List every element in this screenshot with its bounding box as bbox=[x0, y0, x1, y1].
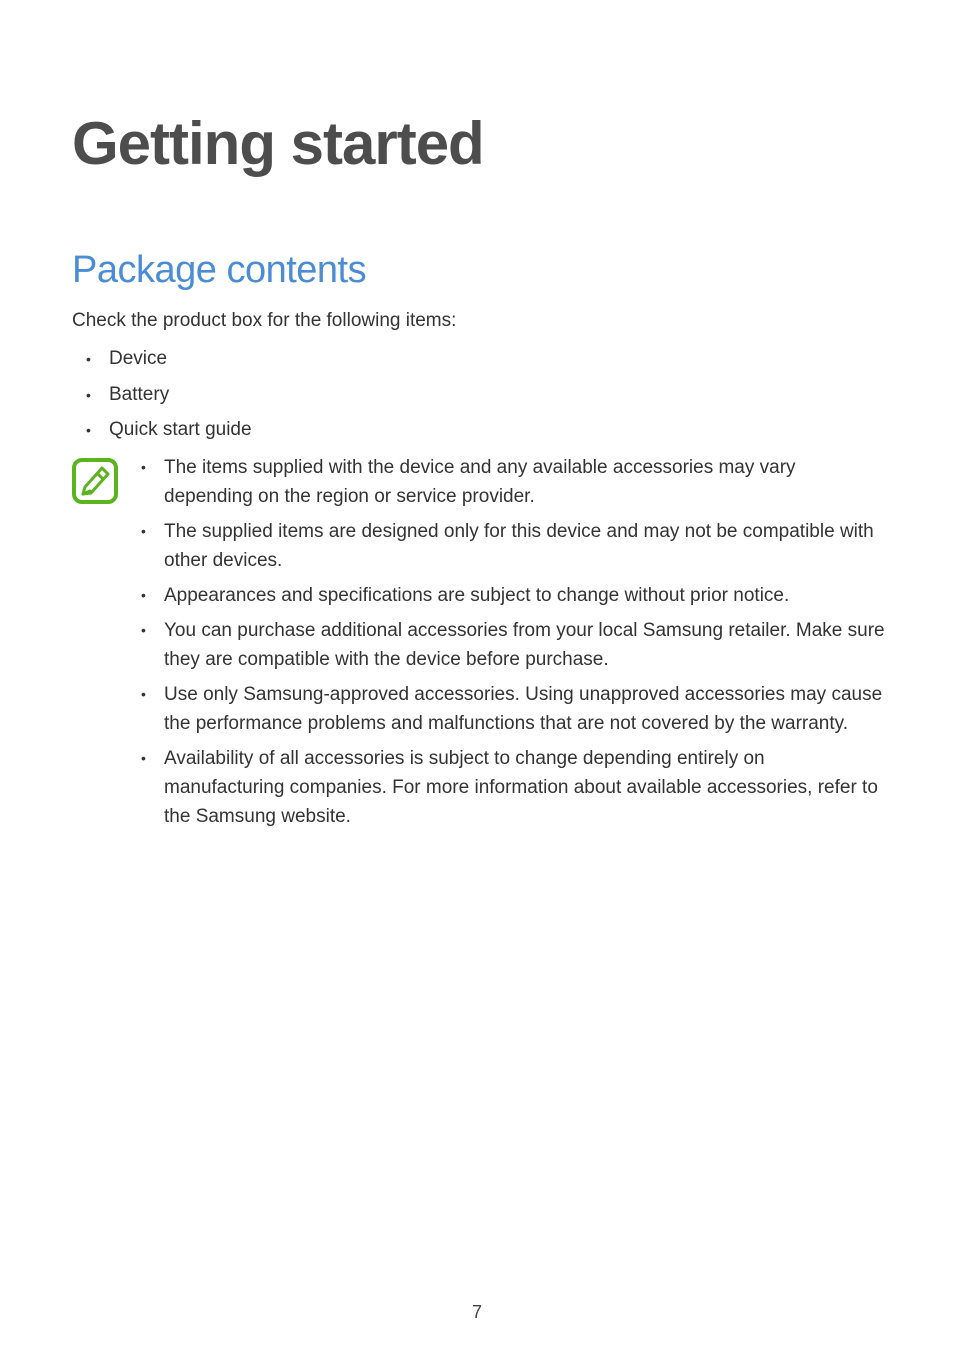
bullet: • bbox=[141, 459, 146, 475]
note-text: The supplied items are designed only for this device and may not be compatible with other devices. bbox=[164, 521, 874, 571]
list-item-text: Device bbox=[109, 348, 168, 369]
note-item bbox=[127, 680, 887, 738]
bullet: • bbox=[141, 686, 146, 702]
note-item bbox=[127, 517, 887, 575]
list-item-text: Quick start guide bbox=[109, 419, 252, 440]
page-number: 7 bbox=[471, 1302, 482, 1322]
intro-text: Check the product box for the following items: bbox=[72, 310, 457, 331]
bullet: • bbox=[141, 622, 146, 638]
note-text: You can purchase additional accessories from your local Samsung retailer. Make sure they are compatible with the device before purchase. bbox=[164, 620, 885, 670]
note-item bbox=[127, 744, 887, 831]
list-item bbox=[72, 382, 672, 408]
note-pencil-icon bbox=[72, 458, 118, 504]
bullet: • bbox=[141, 523, 146, 539]
note-item bbox=[127, 453, 887, 511]
package-items-list bbox=[72, 346, 672, 453]
section-title: Package contents bbox=[72, 249, 367, 291]
bullet: • bbox=[141, 587, 146, 603]
list-item bbox=[72, 417, 672, 443]
note-item bbox=[127, 581, 887, 610]
list-item-text: Battery bbox=[109, 383, 170, 405]
note-text: Use only Samsung-approved accessories. Using unapproved accessories may cause the performance problems and malfunctions that are not covered by the warranty. bbox=[164, 684, 883, 734]
chapter-title: Getting started bbox=[72, 110, 484, 177]
bullet: • bbox=[86, 351, 91, 367]
bullet: • bbox=[86, 422, 91, 438]
bullet: • bbox=[86, 386, 91, 403]
note-text: The items supplied with the device and any available accessories may vary depending on the region or service provider. bbox=[164, 457, 796, 507]
bullet: • bbox=[141, 750, 146, 766]
note-text: Availability of all accessories is subject to change depending entirely on manufacturing companies. For more information about available accessories, refer to the Samsung website. bbox=[164, 748, 878, 827]
notes-list bbox=[127, 453, 887, 837]
note-text: Appearances and specifications are subject to change without prior notice. bbox=[164, 585, 790, 606]
list-item bbox=[72, 346, 672, 372]
note-item bbox=[127, 616, 887, 674]
